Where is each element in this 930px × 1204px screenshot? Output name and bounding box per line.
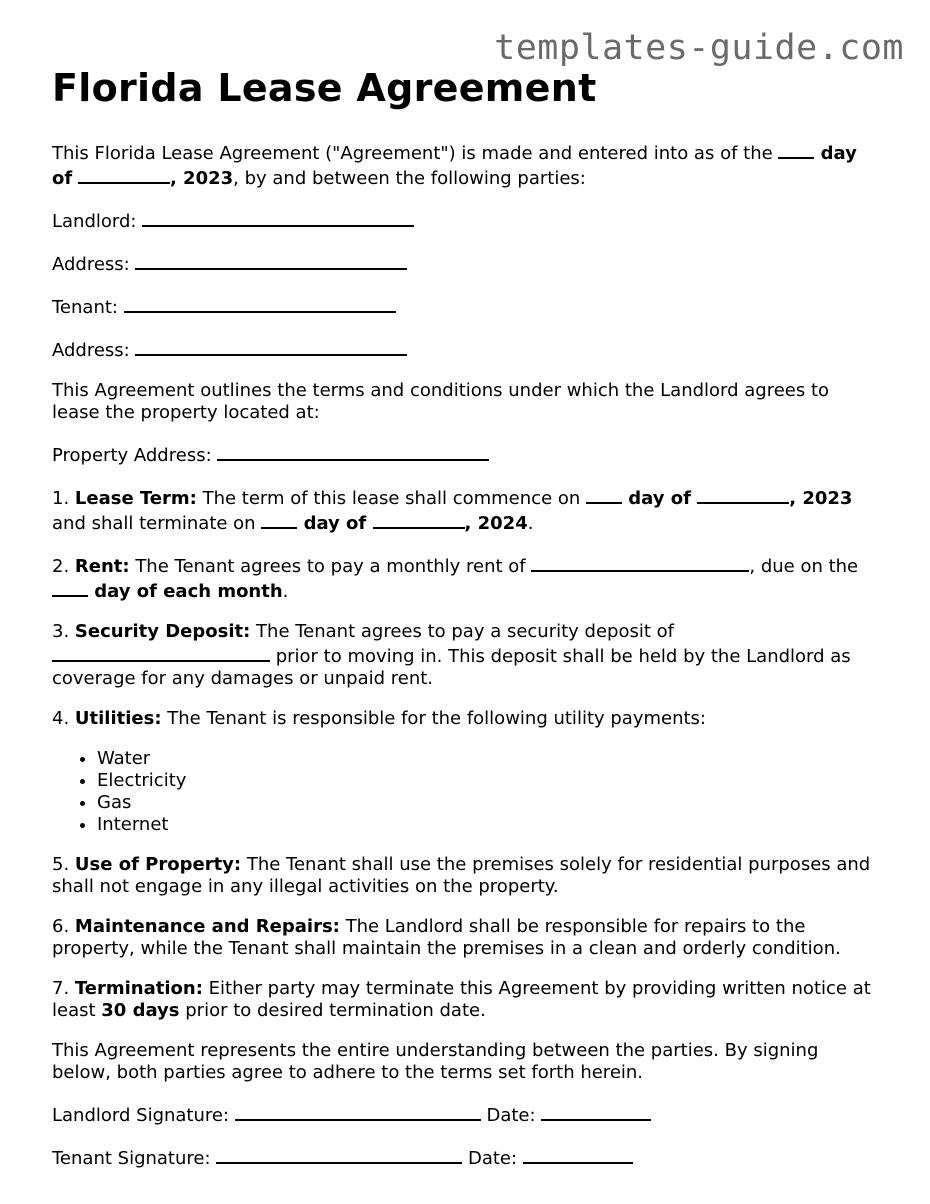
- intro-year: , 2023: [169, 168, 234, 189]
- tenant-label: Tenant:: [52, 297, 124, 318]
- section-heading: Security Deposit:: [74, 621, 251, 642]
- list-item: • Water: [97, 748, 882, 770]
- landlord-signature-blank[interactable]: [235, 1102, 481, 1121]
- day-of-text-2: day of: [297, 513, 373, 534]
- tenant-signature-label: Tenant Signature:: [52, 1148, 217, 1169]
- landlord-signature-line: [52, 1102, 882, 1127]
- tenant-address-line: [52, 337, 882, 362]
- section-heading: Maintenance and Repairs:: [74, 916, 340, 937]
- section-text-2: prior to moving in. This deposit shall be held by the Landlord as coverage for any damages or unpaid rent.: [52, 646, 851, 689]
- document-page: [52, 66, 882, 1188]
- watermark: templates-guide.com: [494, 28, 904, 68]
- property-label: Property Address:: [52, 445, 218, 466]
- section-number: 2.: [52, 556, 75, 577]
- end-day-blank[interactable]: [261, 510, 297, 529]
- tenant-blank[interactable]: [124, 294, 396, 313]
- period: .: [282, 581, 289, 602]
- property-address-line: [52, 442, 882, 467]
- landlord-blank[interactable]: [142, 208, 414, 227]
- section-text: The term of this lease shall commence on: [196, 488, 587, 509]
- section-text-2: , due on the: [749, 556, 859, 577]
- tenant-signature-blank[interactable]: [216, 1145, 462, 1164]
- day-of-each-month: day of each month: [88, 581, 283, 602]
- outline-paragraph: This Agreement outlines the terms and conditions under which the Landlord agrees to lease the property located at:: [52, 380, 830, 423]
- list-item: • Gas: [97, 792, 882, 814]
- section-text: The Tenant shall use the premises solely for residential purposes and shall not engage in any illegal activities on the property.: [52, 854, 871, 897]
- start-year: , 2023: [789, 488, 853, 509]
- intro-of-word: of: [52, 168, 73, 189]
- rent-day-blank[interactable]: [52, 578, 88, 597]
- landlord-date-blank[interactable]: [541, 1102, 651, 1121]
- section-text: The Tenant agrees to pay a security deposit of: [250, 621, 674, 642]
- end-year: , 2024: [464, 513, 528, 534]
- section-number: 6.: [52, 916, 75, 937]
- section-termination: [52, 978, 882, 1022]
- tenant-signature-line: [52, 1145, 882, 1170]
- section-text: Either party may terminate this Agreement by providing written notice at least: [52, 978, 871, 1021]
- section-text-2: prior to desired termination date.: [179, 1000, 486, 1021]
- section-number: 5.: [52, 854, 75, 875]
- list-item: • Internet: [97, 814, 882, 836]
- utilities-list: [52, 748, 882, 836]
- section-number: 4.: [52, 708, 75, 729]
- period: .: [527, 513, 534, 534]
- property-address-blank[interactable]: [217, 442, 489, 461]
- intro-day-word: day: [814, 143, 857, 164]
- section-utilities: [52, 708, 882, 730]
- section-rent: [52, 553, 882, 603]
- section-text-2: and shall terminate on: [52, 513, 262, 534]
- section-text: The Tenant agrees to pay a monthly rent of: [129, 556, 532, 577]
- address-label: Address:: [52, 254, 136, 275]
- address-label-2: Address:: [52, 340, 136, 361]
- section-maintenance: [52, 916, 882, 960]
- section-text: The Landlord shall be responsible for repairs to the property, while the Tenant shall maintain the premises in a clean and orderly condition.: [52, 916, 841, 959]
- notice-days: 30 days: [101, 1000, 180, 1021]
- day-blank[interactable]: [778, 140, 814, 159]
- landlord-label: Landlord:: [52, 211, 143, 232]
- tenant-address-blank[interactable]: [135, 337, 407, 356]
- start-day-blank[interactable]: [586, 485, 622, 504]
- landlord-line: [52, 208, 882, 233]
- section-use-of-property: [52, 854, 882, 898]
- intro-text: This Florida Lease Agreement ("Agreement") is made and entered into as of the: [52, 143, 779, 164]
- landlord-address-blank[interactable]: [135, 251, 407, 270]
- month-blank[interactable]: [78, 165, 170, 184]
- section-number: 1.: [52, 488, 75, 509]
- section-lease-term: [52, 485, 882, 535]
- section-heading: Utilities:: [74, 708, 162, 729]
- section-number: 7.: [52, 978, 75, 999]
- section-heading: Rent:: [74, 556, 130, 577]
- landlord-address-line: [52, 251, 882, 276]
- tenant-line: [52, 294, 882, 319]
- landlord-signature-label: Landlord Signature:: [52, 1105, 235, 1126]
- list-item: • Electricity: [97, 770, 882, 792]
- closing-paragraph: This Agreement represents the entire understanding between the parties. By signing below, both parties agree to adhere to the terms set forth herein.: [52, 1040, 819, 1083]
- rent-amount-blank[interactable]: [531, 553, 749, 572]
- deposit-amount-blank[interactable]: [52, 643, 270, 662]
- section-text: The Tenant is responsible for the following utility payments:: [161, 708, 706, 729]
- section-heading: Use of Property:: [74, 854, 242, 875]
- start-month-blank[interactable]: [697, 485, 789, 504]
- section-heading: Lease Term:: [74, 488, 197, 509]
- section-heading: Termination:: [74, 978, 203, 999]
- document-title: Florida Lease Agreement: [52, 66, 597, 110]
- intro-paragraph: [52, 140, 882, 190]
- tenant-date-blank[interactable]: [523, 1145, 633, 1164]
- section-security-deposit: [52, 621, 882, 690]
- day-of-text: day of: [622, 488, 698, 509]
- section-number: 3.: [52, 621, 75, 642]
- date-label: Date:: [462, 1148, 523, 1169]
- date-label: Date:: [480, 1105, 542, 1126]
- end-month-blank[interactable]: [373, 510, 465, 529]
- intro-text-2: , by and between the following parties:: [233, 168, 586, 189]
